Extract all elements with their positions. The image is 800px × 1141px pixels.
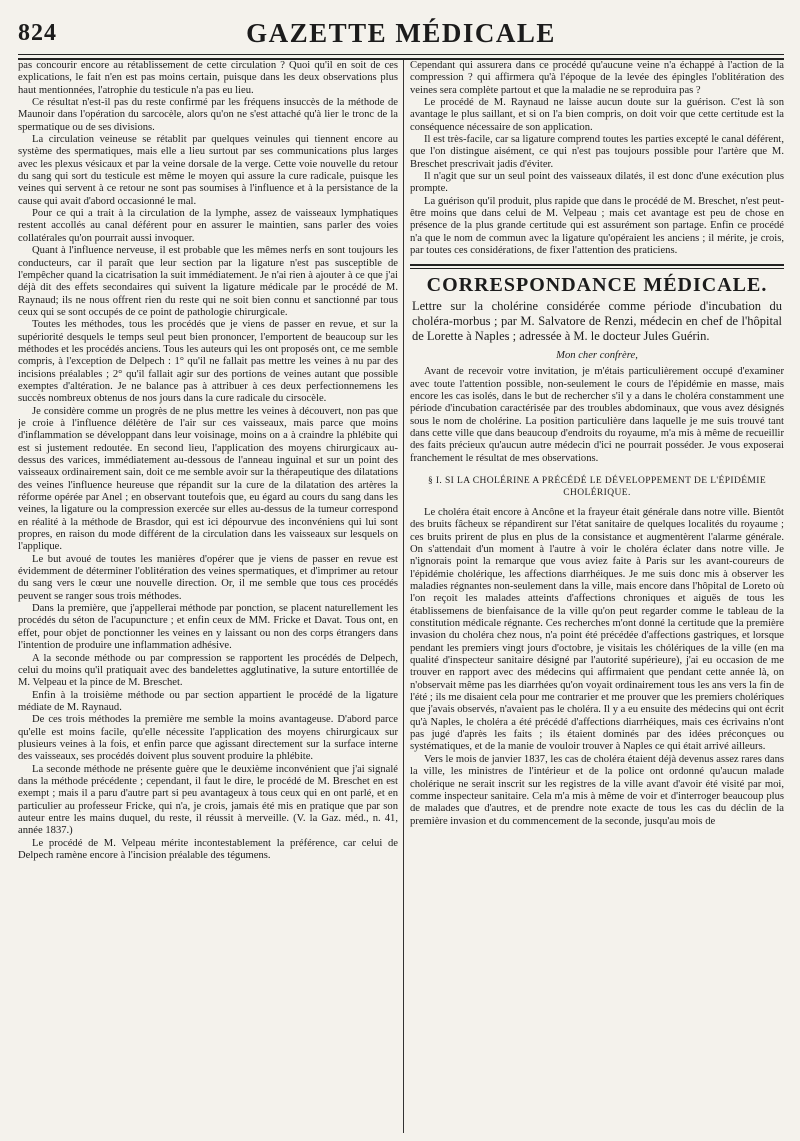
paragraph: Pour ce qui a trait à la circulation de la lymphe, assez de vaisseaux lymphatiques restent accollés au canal déférent pour en assurer le maintien, sans parler des voies collatérales qu'on pourrait aussi invoquer. [18, 208, 398, 244]
paragraph: La seconde méthode ne présente guère que le deuxième inconvénient que j'ai signalé dans la méthode précédente ; cependant, il faut le dire, le procédé de M. Breschet en est exempt ; mais il a paru d'autre part si peu avantageux à tous ceux qui en ont parlé, et en particulier au professeur Fricke, qui n'a, je crois, jamais été mis en pratique que par son auteur entre les mains duquel, du reste, il réussit à merveille. (V. la Gaz. méd., n. 41, année 1837.) [18, 763, 398, 837]
paragraph: Ce résultat n'est-il pas du reste confirmé par les fréquens insuccès de la méthode de Maunoir dans l'opération du sarcocèle, alors qu'on ne s'est attaché qu'à lier le tronc de la spermatique ou de ses divisions. [18, 97, 398, 133]
section-rule-thin [410, 268, 784, 269]
paragraph: pas concourir encore au rétablissement de cette circulation ? Quoi qu'il en soit de ces explications, le fait n'en est pas moins certain, puisque dans les deux observations plus haut mentionnées, l'atrophie du testicule n'a pas eu lieu. [18, 60, 398, 96]
paragraph: La circulation veineuse se rétablit par quelques veinules qui tiennent encore au système des spermatiques, mais elle a lieu surtout par ses communications plus larges avec les plexus vésicaux et par la veine dorsale de la verge. Cette voie nouvelle du retour du sang qui sort du testicule est même le moyen qui assure la cure radicale, puisque les veines qui servent à ce retour ne sont pas soumises à l'influence et à la persistance de la cause qui avait d'abord occasionné le mal. [18, 134, 398, 207]
subsection-heading: § I. SI LA CHOLÉRINE A PRÉCÉDÉ LE DÉVELOPPEMENT DE L'ÉPIDÉMIE CHOLÉRIQUE. [427, 475, 767, 498]
paragraph: Le procédé de M. Raynaud ne laisse aucun doute sur la guérison. C'est là son avantage le plus saillant, et si on l'a bien compris, on doit voir que cette certitude est la conséquence nécessaire de son application. [410, 97, 784, 133]
paragraph: Avant de recevoir votre invitation, je m'étais particulièrement occupé d'examiner avec toute l'attention possible, non-seulement le cours de l'épidémie en masse, mais encore les cas isolés, dans le but de rechercher s'il y a dans le choléra constamment une période d'incubation caractérisée par des troubles abdominaux, que vous avez désignés sous le nom de cholérine. La position particulière dans laquelle je me suis trouvé tant dans cette ville que dans beaucoup d'endroits du royaume, m'a mis à même de recueillir des faits précieux qu'aucun autre médecin d'ici ne pourrait posséder. Je vous exposerai franchement le résultat de mes observations. [410, 366, 784, 464]
page-number: 824 [18, 20, 57, 46]
paragraph: La guérison qu'il produit, plus rapide que dans le procédé de M. Breschet, n'est peut-être moins que dans celui de M. Velpeau ; mais cet avantage est peu de chose en présence de la plus grande certitude qui est assurément son partage. Enfin ce procédé n'a que le nom de commun avec la ligature qu'opéraient les anciens ; il mérite, je crois, par toutes ces considérations, de fixer l'attention des praticiens. [410, 195, 784, 257]
right-column [410, 60, 784, 1133]
header-rule [18, 54, 784, 55]
paragraph: Quant à l'influence nerveuse, il est probable que les mêmes nerfs en sont toujours les conducteurs, car il paraît que leur section par la ligature n'est pas susceptible de l'empêcher quand la cicatrisation la suit immédiatement. Je n'ai rien à ajouter à ce que j'ai déjà dit des effets secondaires qui suivent la ligature médicale par le procédé de M. Raynaud; ils ne nous offrent rien du reste qui ne soit bien connu et sanctionné par tous ceux qui se sont occupés de ce point de pathologie chirurgicale. [18, 245, 398, 318]
columns [18, 60, 784, 1133]
paragraph: Dans la première, que j'appellerai méthode par ponction, se placent naturellement les procédés du séton de l'acupuncture ; et enfin ceux de MM. Fricke et Davat. Tous ont, en effet, pour objet de ponctionner les veines en y laissant ou non des corps étrangers dans l'intention de produire une inflammation adhésive. [18, 603, 398, 652]
paragraph: Le choléra était encore à Ancône et la frayeur était générale dans notre ville. Bientôt des bruits fâcheux se répandirent sur l'état sanitaire de quelques localités du royaume ; ces bruits prirent de plus en plus de la consistance et augmentèrent l'alarme générale. On s'attendait d'un moment à l'autre à voir le choléra éclater dans notre ville. Je n'ignorais point la remarque que vous aviez faite à Paris sur les avant-coureurs de l'épidémie cholérique, les affections diarrhéiques. Je me suis donc mis à observer les maladies régnantes non-seulement dans la ville, mais encore dans l'hôpital de Loreto où l'on reçoit les malades atteints d'affections chroniques et aiguës de tous les établissemens de bienfaisance de la ville qu'on peut regarder comme le tableau de la constitution médicale régnante. Ces recherches m'ont donné la certitude que la première invasion du choléra chez nous, n'a point été précédée d'affections gastriques, et lorsque pendant les premiers vingt jours d'octobre, je visitais les chólériques de la ville (en ma qualité d'inspecteur sanitaire désigné par l'autorité supérieure), j'ai eu occasion de me trouver en rapport avec des médecins qui affirmaient que pendant cette année là, on n'observait même pas les diarrhées qu'on voyait ordinairement tous les ans vers la fin de l'été ; ils me disaient cela pour me contrarier et me prouver que les premiers cholériques que j'avais observés, n'avaient pas le choléra. Il y a eu ensuite des médecins qui ont écrit qu'à Naples, le choléra a été précédé d'affections diarrhéiques, mais ces écrivains n'ont pas jugé d'après les faits ; ils étaient dominés par des idées préconçues ou systématiques, et de la manie de vouloir trouver à Naples ce qui était arrivé ailleurs. [410, 506, 784, 753]
paragraph: Toutes les méthodes, tous les procédés que je viens de passer en revue, et sur la supériorité desquels le temps seul peut bien prononcer, l'emportent de beaucoup sur les méthodes et les procédés anciens. Tous les auteurs qui les ont proposés ont, ce me semble compris, à l'exception de Delpech : 1° qu'il ne fallait pas mettre les veines à nu par des incisions préalables ; 2° qu'il fallait agir sur des portions de veines autant que possible exemptes d'altération. Je ne balance pas à attribuer à ces deux perfectionnemens les succès nombreux obtenus de nos jours dans la cure radicale du cirsocèle. [18, 319, 398, 405]
paragraph: Le but avoué de toutes les manières d'opérer que je viens de passer en revue est évidemment de déterminer l'oblitération des veines spermatiques, et d'imprimer au retour du sang vers le cœur une nouvelle direction. Or, il me semble que tous ces procédés peuvent se ranger sous trois méthodes. [18, 553, 398, 602]
letter-title: Lettre sur la cholérine considérée comme période d'incubation du choléra-morbus ; par M. Salvatore de Renzi, médecin en chef de l'hôpital de Lorette à Naples ; adressée à M. le docteur Jules Guérin. [412, 298, 782, 343]
paragraph: De ces trois méthodes la première me semble la moins avantageuse. D'abord parce qu'elle est moins facile, qu'elle nécessite l'application des moyens chirurgicaux sur plusieurs veines à la fois, et enfin parce que agissant directement sur la surface interne des vaisseaux, ses procédés doivent plus souvent produire la phlébite. [18, 714, 398, 763]
paragraph: A la seconde méthode ou par compression se rapportent les procédés de Delpech, celui du moins qu'il pratiquait avec des bandelettes agglutinative, la suture entortillée de M. Velpeau et la pince de M. Breschet. [18, 652, 398, 689]
paragraph: Je considère comme un progrès de ne plus mettre les veines à découvert, non pas que je croie à l'influence délétère de l'air sur ces vaisseaux, mais parce que moins d'inflammation se développant dans leur voisinage, moins on a à craindre la phlébite qui est si justement redoutée. En second lieu, l'application des moyens chirurgicaux au-dessus des varices, immédiatement au-dessous de l'anneau inguinal et sur un point des vaisseaux ordinairement sain, doit ce me semble avoir sur la thérapeutique des dilatations des veines l'influence heureuse que répandit sur la cure de la dilatation des artères la réforme opérée par Anel ; en observant toutefois que, eu égard au cours du sang dans les veines, la ligature ou la compression exercée sur elles au-dessus de la tumeur correspond en réalité à la méthode de Brasdor, qui est ici dépourvue des inconvéniens qui lui sont propres, en raison du mode différent de la circulation dans les vaisseaux sur lesquels on l'applique. [18, 405, 398, 553]
section-title: CORRESPONDANCE MÉDICALE. [426, 273, 768, 296]
journal-title: GAZETTE MÉDICALE [246, 18, 556, 48]
column-divider [403, 60, 404, 1133]
paragraph: Il est très-facile, car sa ligature comprend toutes les parties excepté le canal déférent, que l'on distingue aisément, ce qui n'est pas toujours possible pour l'artère que M. Breschet prescrivait jadis d'éviter. [410, 134, 784, 170]
paragraph: Vers le mois de janvier 1837, les cas de choléra étaient déjà devenus assez rares dans la ville, les ministres de l'intérieur et de la police ont ordonné qu'aucun malade cholérique ne serait inscrit sur les registres de la ville avant d'avoir été visité par moi, comme inspecteur sanitaire. Cela m'a mis à même de voir et d'interroger beaucoup plus de malades que d'autres, et de prendre note exacte de tous les cas du déclin de la première invasion et du commencement de la seconde, jusqu'au mois de [410, 753, 784, 827]
page-header [18, 14, 784, 60]
paragraph: Enfin à la troisième méthode ou par section appartient le procédé de la ligature médiate de M. Raynaud. [18, 689, 398, 713]
salutation: Mon cher confrère, [556, 349, 638, 361]
left-column [18, 60, 398, 1133]
section-rule [410, 264, 784, 266]
paragraph: Il n'agit que sur un seul point des vaisseaux dilatés, il est donc d'une exécution plus prompte. [410, 171, 784, 195]
paragraph: Cependant qui assurera dans ce procédé qu'aucune veine n'a échappé à l'action de la compression ? qui affirmera qu'à l'époque de la levée des épingles l'oblitération des veines sera complète partout et que la maladie ne se reproduira pas ? [410, 60, 784, 96]
paragraph: Le procédé de M. Velpeau mérite incontestablement la préférence, car celui de Delpech ramène encore à l'incision préalable des tégumens. [18, 837, 398, 861]
